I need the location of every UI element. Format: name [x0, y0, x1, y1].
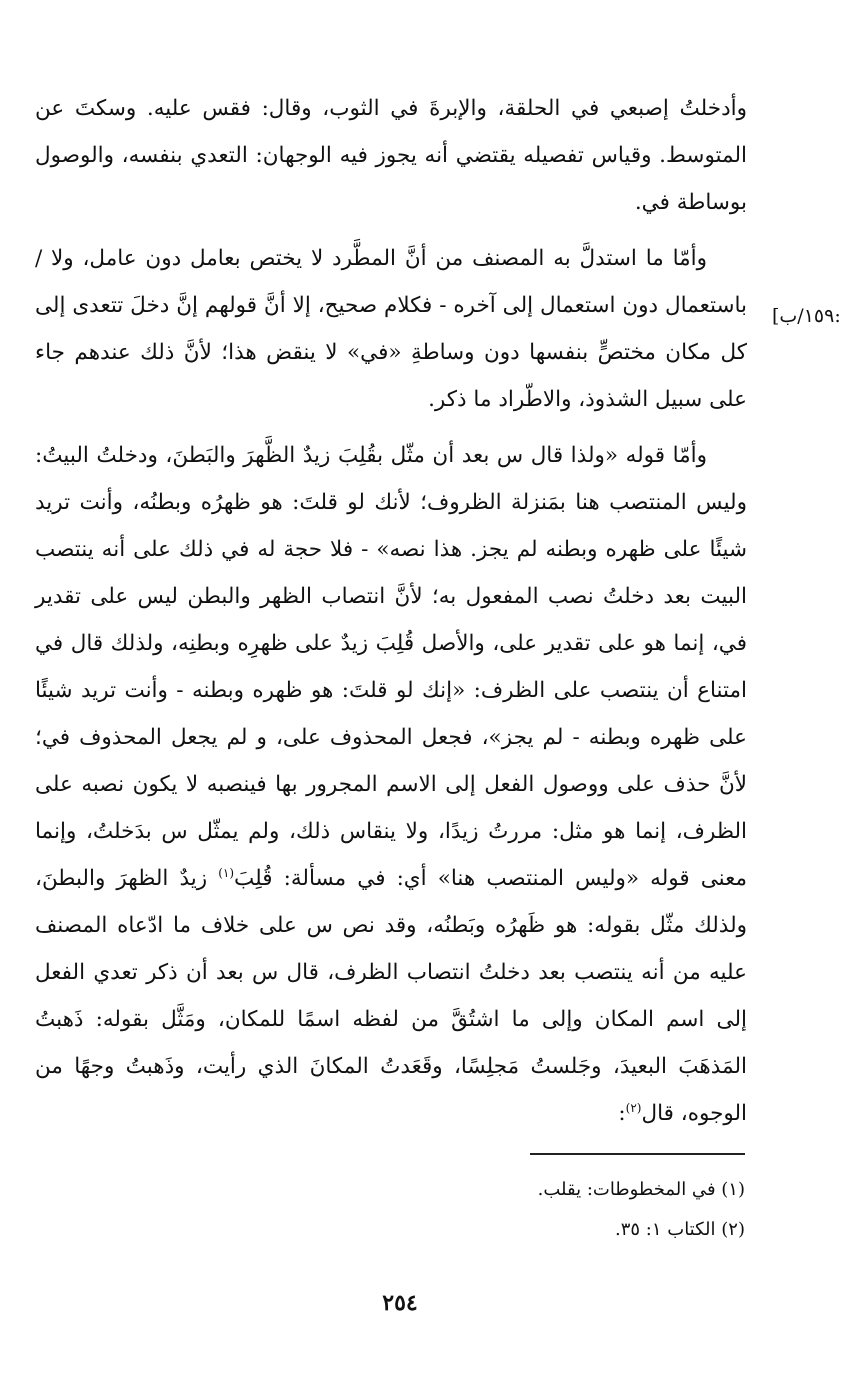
footnote-divider [530, 1153, 745, 1155]
footnote-1: (١) في المخطوطات: يقلب. [537, 1179, 745, 1200]
paragraph-1: وأدخلتُ إصبعي في الحلقة، والإبرةَ في الثوب، وقال: فقس عليه. وسكتَ عن المتوسط. وقياس تفصيله يقتضي أنه يجوز فيه الوجهان: التعدي بنفسه، والوصول بوساطة في. [35, 96, 747, 215]
footnote-ref-2: (٢) [625, 1100, 642, 1115]
page-number: ٢٥٤ [382, 1290, 418, 1316]
paragraph-3-part-2: زيدٌ الظهرَ والبطنَ، ولذلك مثّل بقوله: هو ظَهرُه وبَطنُه، وقد نص س على خلاف ما ادّعاه المصنف عليه من أنه ينتصب بعد دخلتُ انتصاب الظرف، قال س بعد أن ذكر تعدي الفعل إلى اسم المكان وإلى ما اشتُقَّ من لفظه اسمًا للمكان، ومَثَّل بقوله: ذَهبتُ المَذهَبَ البعيدَ، وجَلستُ مَجلِسًا، وقَعَدتُ المكانَ الذي رأيت، وذَهبتُ وجهًا من الوجوه، قال [35, 866, 747, 1126]
paragraph-3-part-1: وأمّا قوله «ولذا قال س بعد أن مثّل بقُلِبَ زيدٌ الظَّهرَ والبَطنَ، ودخلتُ البيتُ: وليس المنتصب هنا بمَنزلة الظروف؛ لأنك لو قلتَ: هو ظهرُه وبطنُه، وأنت تريد شيئًا على ظهره وبطنه لم يجز. هذا نصه» - فلا حجة له في ذلك على أنه ينتصب البيت بعد دخلتُ نصب المفعول به؛ لأنَّ انتصاب الظهر والبطن ليس على تقدير في، إنما هو على تقدير على، والأصل قُلِبَ زيدٌ على ظهرِه وبطنِه، ولذلك قال في امتناع أن ينتصب على الظرف: «إنك لو قلتَ: هو ظهره وبطنه - وأنت تريد شيئًا على ظهره وبطنه - لم يجز»، فجعل المحذوف على، و لم يجعل المحذوف في؛ لأنَّ حذف على ووصول الفعل إلى الاسم المجرور بها فينصبه لا يكون نصبه على الظرف، إنما هو مثل: مررتُ زيدًا، ولا ينقاس ذلك، ولم يمثّل س بدَخلتُ، وإنما معنى قوله «وليس المنتصب هنا» أي: في مسألة: قُلِبَ [35, 443, 748, 891]
paragraph-3 [35, 432, 747, 1137]
paragraph-2: وأمّا ما استدلَّ به المصنف من أنَّ المطَّرد لا يختص بعامل دون عامل، ولا /باستعمال دون استعمال إلى آخره - فكلام صحيح، إلا أنَّ قولهم إنَّ دخلَ تتعدى إلى كل مكان مختصٍّ بنفسها دون وساطةِ «في» لا ينقض هذا؛ لأنَّ ذلك عندهم جاء على سبيل الشذوذ، والاطّراد ما ذكر. [35, 246, 747, 412]
footnotes [400, 1170, 745, 1250]
footnote-ref-1: (١) [218, 865, 235, 880]
main-text [35, 85, 747, 1146]
margin-folio-note: :١٥٩/ب] [772, 305, 841, 327]
footnote-2: (٢) الكتاب ١: ٣٥. [614, 1219, 745, 1240]
paragraph-3-end: : [618, 1101, 626, 1126]
